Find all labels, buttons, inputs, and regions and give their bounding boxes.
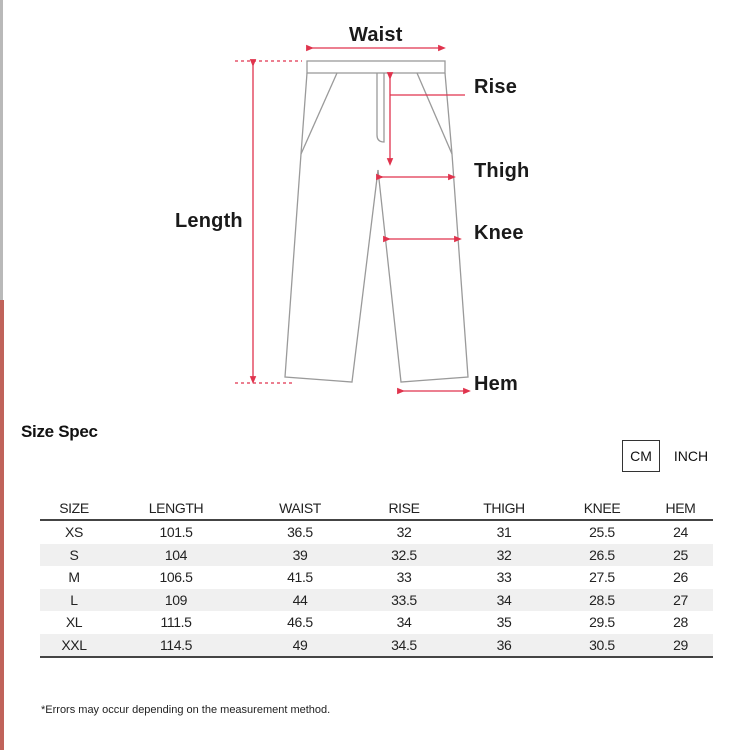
- cell-size: XS: [65, 524, 83, 541]
- cell-thigh: 32: [452, 544, 556, 567]
- cell-knee: 27.5: [589, 569, 615, 586]
- cell-hem: 27: [648, 589, 713, 612]
- table-row: [40, 520, 713, 544]
- cell-thigh: 36: [452, 634, 556, 658]
- unit-inch-button[interactable]: INCH: [673, 448, 709, 464]
- cell-waist: 39: [244, 544, 356, 567]
- cell-length: 101.5: [159, 524, 193, 541]
- col-header-waist: WAIST: [244, 497, 356, 520]
- cell-size: S: [40, 544, 108, 567]
- cell-length: 106.5: [159, 569, 193, 586]
- label-waist: Waist: [349, 24, 403, 46]
- cell-length: 111.5: [160, 614, 192, 631]
- cell-rise: 32: [396, 524, 412, 541]
- cell-knee: 25.5: [589, 524, 615, 541]
- cell-hem: 28: [673, 614, 688, 631]
- size-spec-title: Size Spec: [21, 422, 98, 441]
- table-row: [40, 544, 713, 567]
- cell-knee: 28.5: [556, 589, 648, 612]
- table-header-row: [40, 497, 713, 520]
- cell-hem: 24: [673, 524, 688, 541]
- unit-cm-button[interactable]: CM: [622, 440, 660, 472]
- cell-hem: 26: [673, 569, 688, 586]
- col-header-size: SIZE: [40, 497, 108, 520]
- label-hem: Hem: [474, 373, 518, 395]
- cell-waist: 49: [244, 634, 356, 658]
- col-header-hem: HEM: [648, 497, 713, 520]
- size-spec-table: [40, 497, 713, 658]
- cell-knee: 30.5: [556, 634, 648, 658]
- cell-thigh: 31: [496, 524, 512, 541]
- table-row: [40, 566, 713, 589]
- col-header-knee: KNEE: [556, 497, 648, 520]
- cell-waist: 36.5: [287, 524, 313, 541]
- cell-rise: 33: [396, 569, 412, 586]
- table-row: [40, 611, 713, 634]
- cell-knee: 26.5: [556, 544, 648, 567]
- cell-thigh: 33: [496, 569, 512, 586]
- table-row: [40, 589, 713, 612]
- cell-size: M: [68, 569, 80, 586]
- label-rise: Rise: [474, 76, 518, 98]
- cell-waist: 44: [244, 589, 356, 612]
- cell-rise: 34: [396, 614, 412, 631]
- unit-toggle: [622, 440, 710, 472]
- cell-rise: 32.5: [356, 544, 452, 567]
- cell-length: 109: [108, 589, 244, 612]
- label-knee: Knee: [474, 222, 524, 244]
- cell-length: 104: [108, 544, 244, 567]
- cell-thigh: 35: [496, 614, 512, 631]
- cell-rise: 33.5: [356, 589, 452, 612]
- cell-waist: 46.5: [287, 614, 313, 631]
- cell-rise: 34.5: [356, 634, 452, 658]
- cell-size: XXL: [40, 634, 108, 658]
- cell-thigh: 34: [452, 589, 556, 612]
- label-thigh: Thigh: [474, 160, 530, 182]
- cell-length: 114.5: [108, 634, 244, 658]
- cell-hem: 29: [648, 634, 713, 658]
- col-header-length: LENGTH: [108, 497, 244, 520]
- cell-waist: 41.5: [287, 569, 313, 586]
- label-length: Length: [175, 210, 243, 232]
- cell-hem: 25: [648, 544, 713, 567]
- measurement-note: *Errors may occur depending on the measurement method.: [41, 704, 331, 716]
- col-header-rise: RISE: [356, 497, 452, 520]
- table-row: [40, 634, 713, 658]
- col-header-thigh: THIGH: [452, 497, 556, 520]
- cell-knee: 29.5: [589, 614, 615, 631]
- cell-size: L: [40, 589, 108, 612]
- cell-size: XL: [65, 614, 83, 631]
